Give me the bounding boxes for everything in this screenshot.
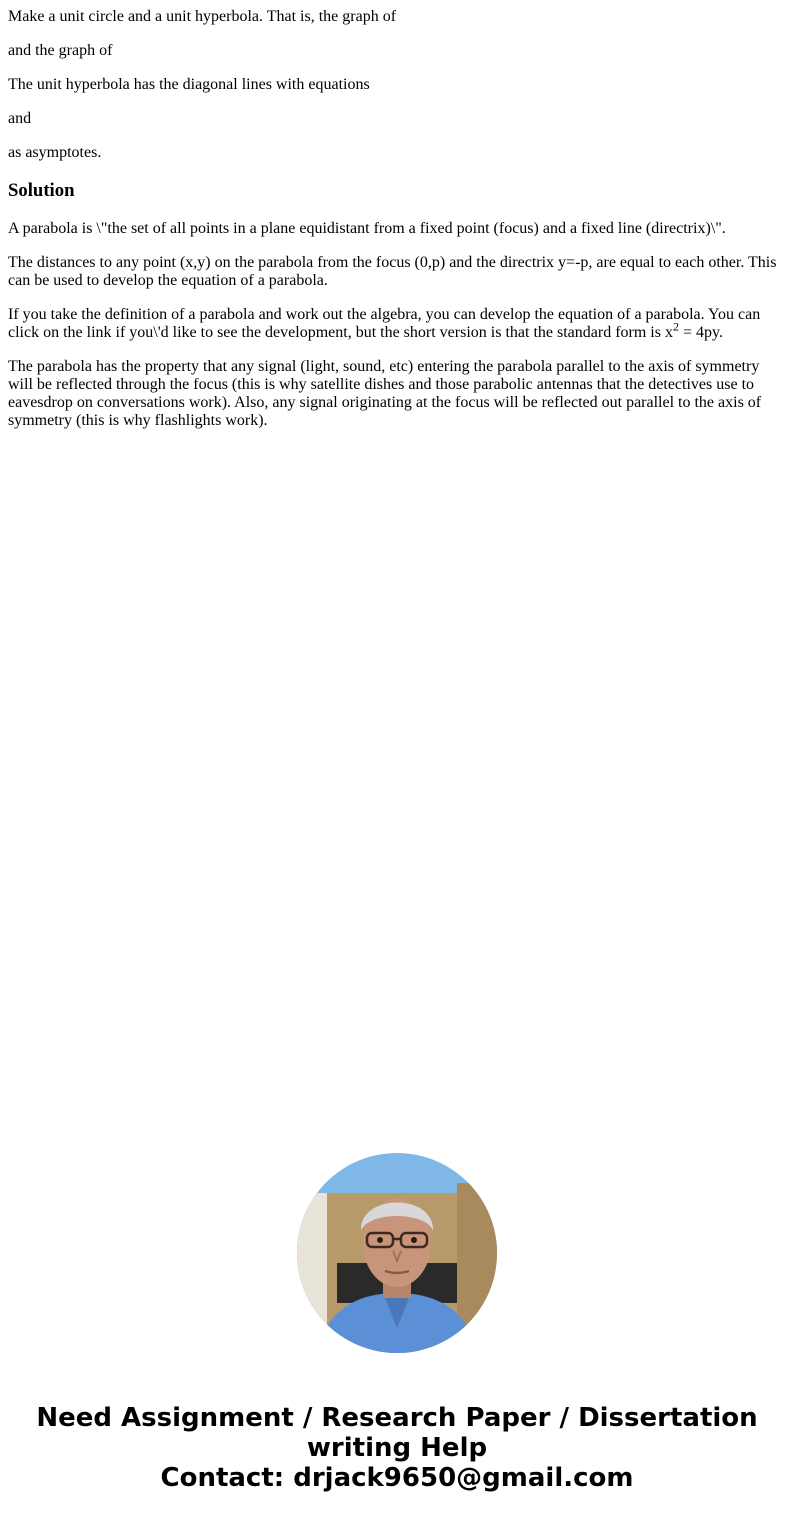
solution-paragraph-3-end: = 4py. bbox=[678, 324, 723, 341]
solution-paragraph-1: A parabola is \"the set of all points in a plane equidistant from a fixed point (focus) and a fixed line (directrix)\". bbox=[8, 220, 726, 237]
footer-line-2: writing Help bbox=[306, 1433, 488, 1463]
solution-paragraph-2: The distances to any point (x,y) on the parabola from the focus (0,p) and the directrix y=-p, are equal to each other. This can be used to develop the equation of a parabola. bbox=[8, 254, 777, 289]
question-line-5: as asymptotes. bbox=[8, 144, 102, 161]
footer-line-1: Need Assignment / Research Paper / Dissertation bbox=[36, 1403, 758, 1433]
solution-heading: Solution bbox=[8, 180, 75, 201]
avatar bbox=[297, 1153, 497, 1353]
question-line-2: and the graph of bbox=[8, 42, 113, 59]
footer-line-3: Contact: drjack9650@gmail.com bbox=[160, 1463, 634, 1493]
question-line-3: The unit hyperbola has the diagonal lines with equations bbox=[8, 76, 370, 93]
exponent: 2 bbox=[672, 319, 679, 334]
question-line-1: Make a unit circle and a unit hyperbola. That is, the graph of bbox=[8, 8, 397, 25]
solution-paragraph-3-text: If you take the definition of a parabola and work out the algebra, you can develop the equation of a parabola. You can click on the link if you\'d like to see the development, but the short version is that the standard form is x bbox=[8, 306, 761, 341]
avatar-photo bbox=[297, 1153, 497, 1353]
footer-contact bbox=[0, 1403, 794, 1493]
solution-paragraph-3 bbox=[8, 306, 786, 342]
question-line-4: and bbox=[8, 110, 32, 127]
solution-paragraph-4: The parabola has the property that any signal (light, sound, etc) entering the parabola parallel to the axis of symmetry will be reflected through the focus (this is why satellite dishes and those parabolic antennas that the detectives use to eavesdrop on conversations work). Also, any signal originating at the focus will be reflected out parallel to the axis of symmetry (this is why flashlights work). bbox=[8, 358, 762, 429]
document-body bbox=[8, 0, 786, 446]
